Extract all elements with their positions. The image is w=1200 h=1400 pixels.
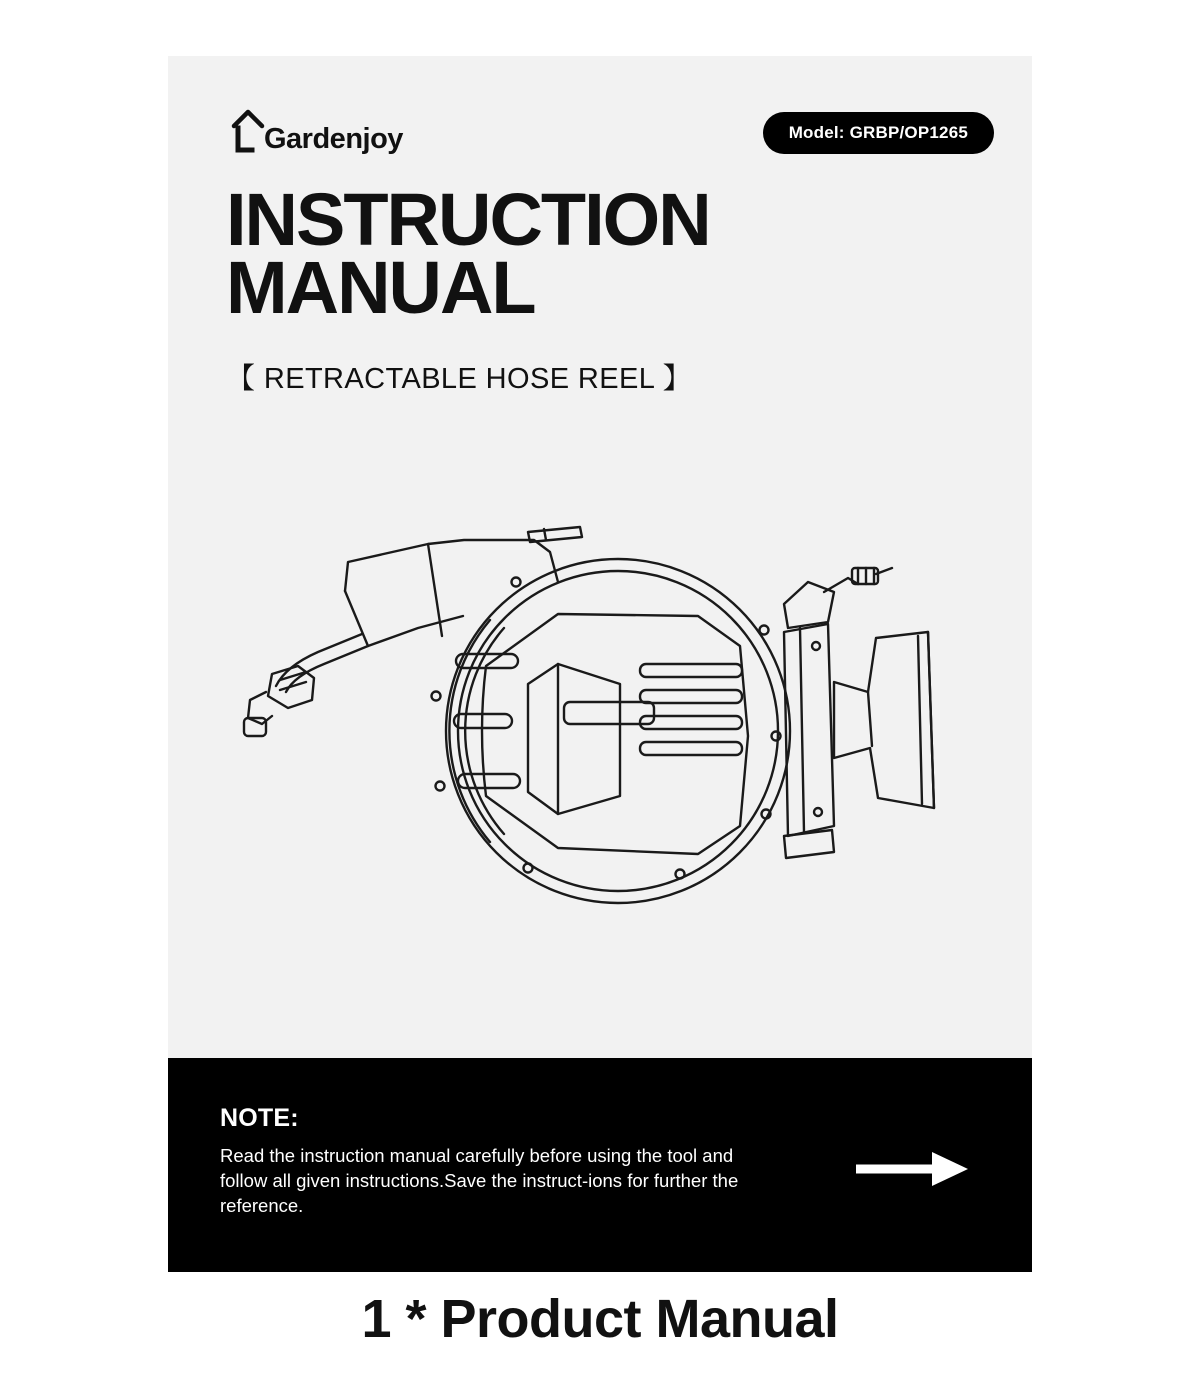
model-badge: Model: GRBP/OP1265 [763,112,994,154]
house-roof-icon [228,104,268,156]
page-title [226,178,926,330]
product-illustration [228,496,972,916]
brand-name: Gardenjoy [264,123,403,155]
note-title: NOTE: [220,1104,299,1132]
note-text: Read the instruction manual carefully before using the tool and follow all given instructions.Save the instruct-ions for further the reference. [220,1145,739,1216]
arrow-right-icon [854,1150,970,1188]
brand-logo [228,104,403,156]
note-band [168,1058,1032,1272]
product-caption: 1 * Product Manual [361,1289,839,1349]
manual-cover-page [168,56,1032,1272]
page-subtitle: 【 RETRACTABLE HOSE REEL 】 [226,363,693,395]
page-title-line-2: MANUAL [226,246,535,330]
page-title-line-1: INSTRUCTION [226,178,710,261]
